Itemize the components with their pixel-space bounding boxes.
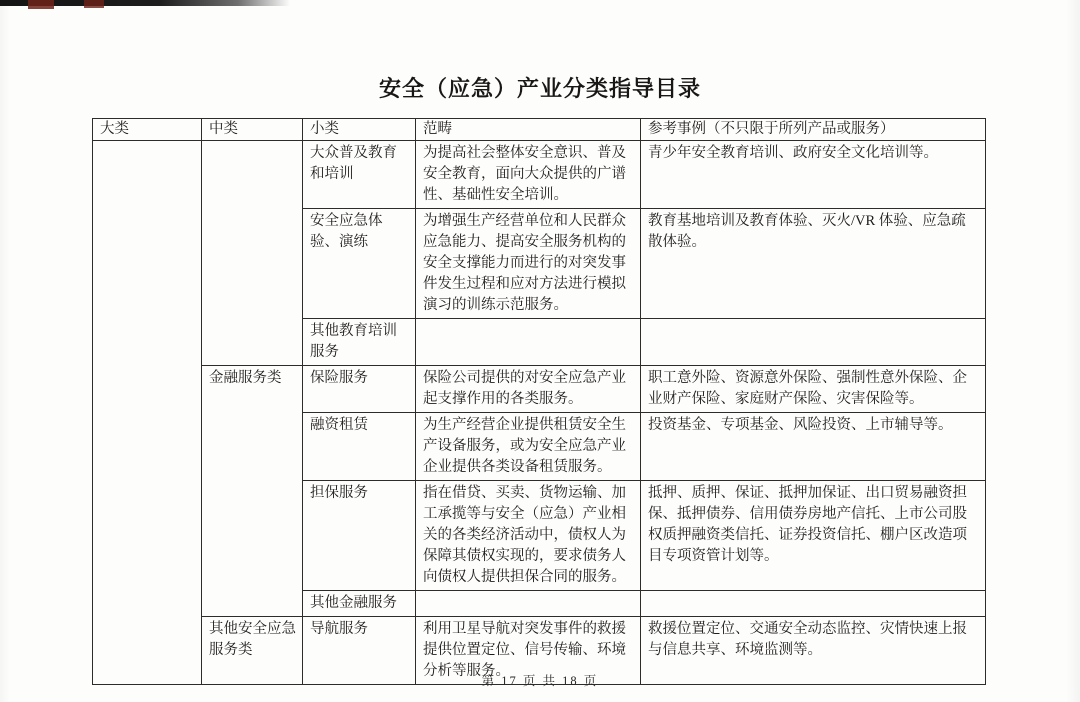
- page-title: 安全（应急）产业分类指导目录: [378, 76, 701, 101]
- header-fanchou: 范畴: [416, 119, 641, 141]
- header-zhonglei: 中类: [202, 119, 303, 141]
- table-row: [93, 366, 986, 413]
- cell-xiaolei: 大众普及教育和培训: [303, 141, 416, 209]
- cell-fanchou: 为增强生产经营单位和人民群众应急能力、提高安全服务机构的安全支撑能力而进行的对突发事件发生过程和应对方法进行模拟演习的训练示范服务。: [416, 209, 641, 319]
- cell-zhonglei-finance: 金融服务类: [202, 366, 303, 617]
- cell-examples: 投资基金、专项基金、风险投资、上市辅导等。: [641, 413, 986, 481]
- cell-xiaolei: 其他金融服务: [303, 591, 416, 617]
- classification-table: [92, 118, 986, 685]
- cell-zhonglei-other: 其他安全应急服务类: [202, 617, 303, 685]
- cell-xiaolei: 安全应急体验、演练: [303, 209, 416, 319]
- header-dalei: 大类: [93, 119, 202, 141]
- cell-fanchou: 为提高社会整体安全意识、普及安全教育，面向大众提供的广谱性、基础性安全培训。: [416, 141, 641, 209]
- cell-xiaolei: 保险服务: [303, 366, 416, 413]
- cell-fanchou: 为生产经营企业提供租赁安全生产设备服务，或为安全应急产业企业提供各类设备租赁服务。: [416, 413, 641, 481]
- scan-artifact-red-mark: [28, 0, 54, 9]
- cell-zhonglei-empty: [202, 141, 303, 366]
- header-examples: 参考事例（不只限于所列产品或服务）: [641, 119, 986, 141]
- cell-xiaolei: 导航服务: [303, 617, 416, 685]
- cell-examples: 教育基地培训及教育体验、灭火/VR 体验、应急疏散体验。: [641, 209, 986, 319]
- cell-fanchou: 利用卫星导航对突发事件的救援提供位置定位、信号传输、环境分析等服务。: [416, 617, 641, 685]
- cell-fanchou: 指在借贷、买卖、货物运输、加工承揽等与安全（应急）产业相关的各类经济活动中，债权人为保障其债权实现的，要求债务人向债权人提供担保合同的服务。: [416, 481, 641, 591]
- cell-examples: 救援位置定位、交通安全动态监控、灾情快速上报与信息共享、环境监测等。: [641, 617, 986, 685]
- cell-fanchou: [416, 591, 641, 617]
- cell-xiaolei: 融资租赁: [303, 413, 416, 481]
- cell-examples: [641, 591, 986, 617]
- cell-xiaolei: 其他教育培训服务: [303, 319, 416, 366]
- page-number: 第 17 页 共 18 页: [481, 674, 599, 688]
- cell-examples: [641, 319, 986, 366]
- table-row: [93, 141, 986, 209]
- cell-dalei-empty: [93, 141, 202, 685]
- header-xiaolei: 小类: [303, 119, 416, 141]
- scan-artifact-red-mark: [84, 0, 104, 8]
- cell-fanchou: 保险公司提供的对安全应急产业起支撑作用的各类服务。: [416, 366, 641, 413]
- cell-fanchou: [416, 319, 641, 366]
- cell-examples: 职工意外险、资源意外保险、强制性意外保险、企业财产保险、家庭财产保险、灾害保险等。: [641, 366, 986, 413]
- cell-examples: 青少年安全教育培训、政府安全文化培训等。: [641, 141, 986, 209]
- table-header-row: [93, 119, 986, 141]
- cell-examples: 抵押、质押、保证、抵押加保证、出口贸易融资担保、抵押债券、信用债券房地产信托、上市公司股权质押融资类信托、证券投资信托、棚户区改造项目专项资管计划等。: [641, 481, 986, 591]
- cell-xiaolei: 担保服务: [303, 481, 416, 591]
